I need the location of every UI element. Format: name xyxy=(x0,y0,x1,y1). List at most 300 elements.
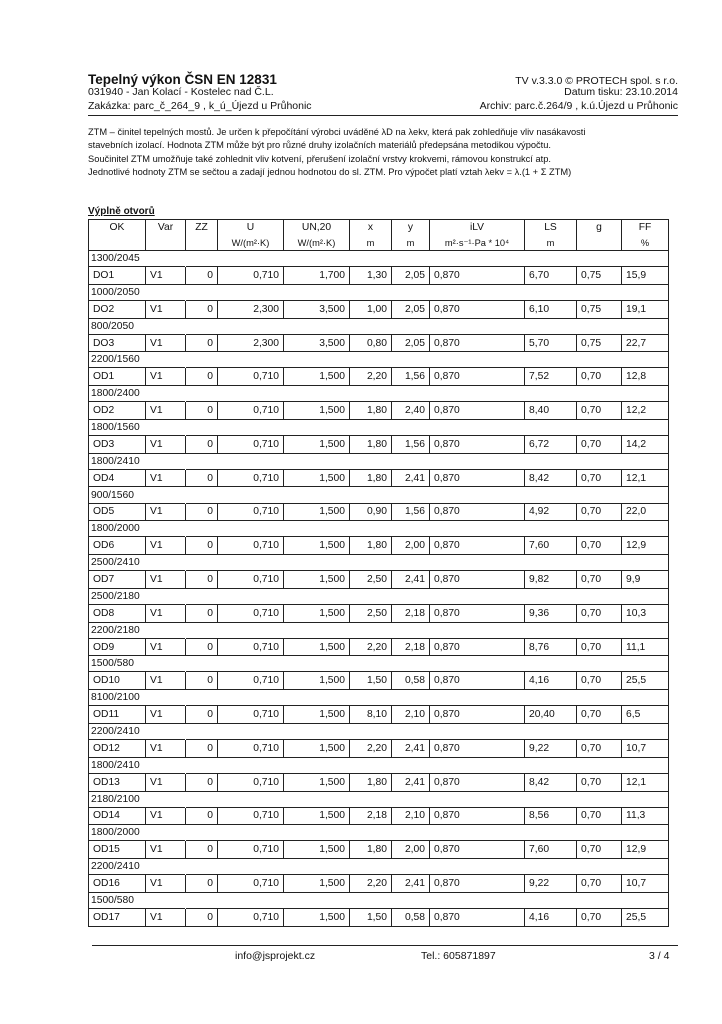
row-ff: 12,9 xyxy=(622,841,669,859)
row-ls: 4,16 xyxy=(525,672,577,690)
row-ff: 12,8 xyxy=(622,368,669,386)
row-ls: 6,70 xyxy=(525,267,577,285)
row-zz: 0 xyxy=(186,638,218,656)
unit-ff: % xyxy=(622,235,669,251)
table-row xyxy=(89,908,669,926)
row-g: 0,70 xyxy=(577,908,622,926)
opening-dimension: 2200/2180 xyxy=(89,622,186,638)
table-row xyxy=(89,571,669,589)
row-un20: 1,500 xyxy=(284,908,350,926)
row-ff: 11,1 xyxy=(622,638,669,656)
unit-x: m xyxy=(350,235,392,251)
row-y: 2,10 xyxy=(392,706,430,724)
row-zz: 0 xyxy=(186,571,218,589)
intro-line: stavebních izolací. Hodnota ZTM může být pro různé druhy izolačních materiálů předepsána metodikou výpočtu. xyxy=(88,140,552,151)
row-un20: 1,500 xyxy=(284,503,350,521)
row-ff: 9,9 xyxy=(622,571,669,589)
row-var: V1 xyxy=(146,672,186,690)
row-ff: 12,1 xyxy=(622,469,669,487)
unit-ok xyxy=(89,235,146,251)
row-un20: 1,500 xyxy=(284,672,350,690)
table-units-row xyxy=(89,235,669,251)
opening-dimension: 8100/2100 xyxy=(89,690,186,706)
row-ok: OD7 xyxy=(89,571,146,589)
row-g: 0,75 xyxy=(577,267,622,285)
unit-y: m xyxy=(392,235,430,251)
row-x: 2,18 xyxy=(350,807,392,825)
footer-page-number: 3 / 4 xyxy=(649,950,670,962)
opening-dimension: 2500/2180 xyxy=(89,588,186,604)
row-ls: 9,22 xyxy=(525,875,577,893)
opening-dimension: 2180/2100 xyxy=(89,791,186,807)
row-zz: 0 xyxy=(186,267,218,285)
row-y: 2,41 xyxy=(392,469,430,487)
col-header-ff: FF xyxy=(622,220,669,236)
opening-dimension: 2200/2410 xyxy=(89,723,186,739)
row-x: 2,50 xyxy=(350,571,392,589)
row-zz: 0 xyxy=(186,402,218,420)
row-g: 0,70 xyxy=(577,706,622,724)
row-y: 2,10 xyxy=(392,807,430,825)
row-u: 0,710 xyxy=(218,740,284,758)
row-un20: 1,500 xyxy=(284,368,350,386)
row-u: 0,710 xyxy=(218,537,284,555)
row-ilv: 0,870 xyxy=(430,368,525,386)
row-ilv: 0,870 xyxy=(430,706,525,724)
archive-info: Archiv: parc.č.264/9 , k.ú.Újezd u Průhonic xyxy=(479,100,678,112)
row-y: 1,56 xyxy=(392,436,430,454)
row-ok: OD12 xyxy=(89,740,146,758)
row-u: 0,710 xyxy=(218,604,284,622)
opening-dimension: 2200/2410 xyxy=(89,859,186,875)
row-g: 0,70 xyxy=(577,436,622,454)
footer-email: info@jsprojekt.cz xyxy=(235,950,316,962)
row-ff: 6,5 xyxy=(622,706,669,724)
row-ok: OD10 xyxy=(89,672,146,690)
row-ls: 4,92 xyxy=(525,503,577,521)
table-row xyxy=(89,807,669,825)
table-row-dimension xyxy=(89,419,669,435)
row-ls: 8,76 xyxy=(525,638,577,656)
row-un20: 1,500 xyxy=(284,638,350,656)
document-title: Tepelný výkon ČSN EN 12831 xyxy=(88,72,277,87)
row-ls: 6,10 xyxy=(525,300,577,318)
row-u: 0,710 xyxy=(218,436,284,454)
software-version: TV v.3.3.0 © PROTECH spol. s r.o. xyxy=(515,75,678,87)
row-ls: 8,42 xyxy=(525,469,577,487)
row-g: 0,70 xyxy=(577,604,622,622)
row-ok: DO1 xyxy=(89,267,146,285)
row-g: 0,70 xyxy=(577,503,622,521)
row-g: 0,75 xyxy=(577,300,622,318)
page-header xyxy=(88,72,678,114)
table-row-dimension xyxy=(89,588,669,604)
row-x: 1,80 xyxy=(350,469,392,487)
unit-g xyxy=(577,235,622,251)
table-row xyxy=(89,773,669,791)
row-g: 0,70 xyxy=(577,537,622,555)
opening-dimension: 1800/2410 xyxy=(89,453,186,469)
table-body xyxy=(89,251,669,927)
table-row xyxy=(89,638,669,656)
col-header-un20: UN,20 xyxy=(284,220,350,236)
row-ok: OD17 xyxy=(89,908,146,926)
row-x: 0,80 xyxy=(350,334,392,352)
row-ls: 7,52 xyxy=(525,368,577,386)
row-un20: 1,500 xyxy=(284,841,350,859)
row-ff: 12,1 xyxy=(622,773,669,791)
row-y: 2,18 xyxy=(392,638,430,656)
row-ilv: 0,870 xyxy=(430,503,525,521)
row-ok: OD5 xyxy=(89,503,146,521)
table-row-dimension xyxy=(89,892,669,908)
row-un20: 1,500 xyxy=(284,706,350,724)
row-un20: 1,500 xyxy=(284,402,350,420)
row-ls: 4,16 xyxy=(525,908,577,926)
row-ilv: 0,870 xyxy=(430,638,525,656)
table-row xyxy=(89,436,669,454)
row-ok: DO2 xyxy=(89,300,146,318)
row-ok: OD11 xyxy=(89,706,146,724)
row-u: 0,710 xyxy=(218,503,284,521)
row-ok: OD13 xyxy=(89,773,146,791)
opening-dimension: 1800/1560 xyxy=(89,419,186,435)
intro-line: Součinitel ZTM umožňuje také zohlednit vliv kotvení, přerušení izolační vrstvy krokvemi, rámovou konstrukcí atp. xyxy=(88,153,551,164)
opening-dimension: 2500/2410 xyxy=(89,555,186,571)
opening-dimension: 900/1560 xyxy=(89,487,186,503)
unit-var xyxy=(146,235,186,251)
unit-ilv: m²·s⁻¹·Pa * 10⁴ xyxy=(430,235,525,251)
row-x: 1,00 xyxy=(350,300,392,318)
table-row-dimension xyxy=(89,791,669,807)
row-ls: 5,70 xyxy=(525,334,577,352)
row-un20: 1,500 xyxy=(284,773,350,791)
row-zz: 0 xyxy=(186,604,218,622)
row-var: V1 xyxy=(146,503,186,521)
opening-dimension: 1800/2410 xyxy=(89,757,186,773)
row-x: 1,50 xyxy=(350,908,392,926)
row-ls: 8,56 xyxy=(525,807,577,825)
row-var: V1 xyxy=(146,604,186,622)
table-row-dimension xyxy=(89,690,669,706)
row-var: V1 xyxy=(146,469,186,487)
row-zz: 0 xyxy=(186,503,218,521)
row-u: 0,710 xyxy=(218,402,284,420)
row-ff: 15,9 xyxy=(622,267,669,285)
row-x: 1,80 xyxy=(350,436,392,454)
row-y: 0,58 xyxy=(392,908,430,926)
row-x: 2,20 xyxy=(350,368,392,386)
row-y: 2,41 xyxy=(392,571,430,589)
print-date: Datum tisku: 23.10.2014 xyxy=(564,86,678,98)
opening-dimension: 1500/580 xyxy=(89,892,186,908)
opening-dimension: 1800/2000 xyxy=(89,521,186,537)
row-ilv: 0,870 xyxy=(430,267,525,285)
row-u: 0,710 xyxy=(218,908,284,926)
order-info: Zakázka: parc_č_264_9 , k_ú_Újezd u Průhonic xyxy=(88,100,312,112)
table-row xyxy=(89,740,669,758)
intro-line: Jednotlivé hodnoty ZTM se sečtou a zadají jednou hodnotou do sl. ZTM. Pro výpočet platí vztah λekv = λ.(1 + Σ ZTM) xyxy=(88,167,572,178)
row-u: 0,710 xyxy=(218,571,284,589)
row-ok: DO3 xyxy=(89,334,146,352)
table-row-dimension xyxy=(89,723,669,739)
row-x: 2,20 xyxy=(350,638,392,656)
row-u: 0,710 xyxy=(218,267,284,285)
table-row-dimension xyxy=(89,521,669,537)
table-row xyxy=(89,841,669,859)
row-x: 1,80 xyxy=(350,537,392,555)
table-header-row xyxy=(89,220,669,236)
row-ok: OD1 xyxy=(89,368,146,386)
row-zz: 0 xyxy=(186,740,218,758)
row-ok: OD8 xyxy=(89,604,146,622)
row-y: 2,40 xyxy=(392,402,430,420)
col-header-var: Var xyxy=(146,220,186,236)
row-x: 1,30 xyxy=(350,267,392,285)
row-u: 0,710 xyxy=(218,469,284,487)
row-y: 2,41 xyxy=(392,740,430,758)
row-ls: 7,60 xyxy=(525,841,577,859)
row-g: 0,70 xyxy=(577,402,622,420)
row-y: 2,05 xyxy=(392,334,430,352)
row-zz: 0 xyxy=(186,300,218,318)
row-var: V1 xyxy=(146,334,186,352)
row-var: V1 xyxy=(146,402,186,420)
col-header-x: x xyxy=(350,220,392,236)
unit-ls: m xyxy=(525,235,577,251)
row-zz: 0 xyxy=(186,706,218,724)
row-y: 0,58 xyxy=(392,672,430,690)
row-ilv: 0,870 xyxy=(430,436,525,454)
row-var: V1 xyxy=(146,908,186,926)
row-x: 2,20 xyxy=(350,740,392,758)
row-un20: 1,500 xyxy=(284,807,350,825)
table-row xyxy=(89,402,669,420)
row-un20: 1,500 xyxy=(284,436,350,454)
row-x: 1,50 xyxy=(350,672,392,690)
col-header-ok: OK xyxy=(89,220,146,236)
row-u: 0,710 xyxy=(218,841,284,859)
row-u: 2,300 xyxy=(218,300,284,318)
row-ok: OD16 xyxy=(89,875,146,893)
row-u: 2,300 xyxy=(218,334,284,352)
footer-divider xyxy=(92,945,678,946)
row-u: 0,710 xyxy=(218,672,284,690)
table-row-dimension xyxy=(89,757,669,773)
opening-dimension: 1300/2045 xyxy=(89,251,186,267)
table-row xyxy=(89,706,669,724)
opening-dimension: 1800/2000 xyxy=(89,825,186,841)
intro-text xyxy=(88,126,678,180)
row-g: 0,70 xyxy=(577,672,622,690)
row-var: V1 xyxy=(146,740,186,758)
row-un20: 3,500 xyxy=(284,300,350,318)
table-row xyxy=(89,267,669,285)
row-x: 2,50 xyxy=(350,604,392,622)
row-un20: 1,500 xyxy=(284,571,350,589)
row-zz: 0 xyxy=(186,875,218,893)
row-y: 2,00 xyxy=(392,841,430,859)
row-ilv: 0,870 xyxy=(430,875,525,893)
table-row xyxy=(89,469,669,487)
opening-dimension: 1800/2400 xyxy=(89,386,186,402)
footer-phone: Tel.: 605871897 xyxy=(421,950,496,962)
row-un20: 1,700 xyxy=(284,267,350,285)
col-header-zz: ZZ xyxy=(186,220,218,236)
table-row-dimension xyxy=(89,352,669,368)
table-row-dimension xyxy=(89,284,669,300)
table-row-dimension xyxy=(89,453,669,469)
row-var: V1 xyxy=(146,638,186,656)
table-row-dimension xyxy=(89,622,669,638)
row-y: 2,41 xyxy=(392,773,430,791)
table-row-dimension xyxy=(89,386,669,402)
row-x: 2,20 xyxy=(350,875,392,893)
row-var: V1 xyxy=(146,571,186,589)
row-ls: 8,40 xyxy=(525,402,577,420)
row-un20: 1,500 xyxy=(284,537,350,555)
row-var: V1 xyxy=(146,267,186,285)
section-title: Výplně otvorů xyxy=(88,206,155,217)
col-header-y: y xyxy=(392,220,430,236)
row-un20: 1,500 xyxy=(284,740,350,758)
row-zz: 0 xyxy=(186,841,218,859)
row-y: 1,56 xyxy=(392,503,430,521)
row-u: 0,710 xyxy=(218,773,284,791)
table-row xyxy=(89,503,669,521)
row-ls: 8,42 xyxy=(525,773,577,791)
row-ff: 14,2 xyxy=(622,436,669,454)
table-row-dimension xyxy=(89,487,669,503)
row-ilv: 0,870 xyxy=(430,300,525,318)
col-header-g: g xyxy=(577,220,622,236)
row-ff: 10,7 xyxy=(622,740,669,758)
intro-line: ZTM – činitel tepelných mostů. Je určen k přepočítání výrobci uváděné λD na λekv, která pak zohledňuje vliv nasákavosti xyxy=(88,127,586,137)
row-ilv: 0,870 xyxy=(430,402,525,420)
col-header-u: U xyxy=(218,220,284,236)
row-g: 0,70 xyxy=(577,875,622,893)
row-ff: 12,2 xyxy=(622,402,669,420)
table-row xyxy=(89,334,669,352)
table-row xyxy=(89,537,669,555)
row-ilv: 0,870 xyxy=(430,469,525,487)
row-zz: 0 xyxy=(186,436,218,454)
row-un20: 1,500 xyxy=(284,875,350,893)
row-ls: 7,60 xyxy=(525,537,577,555)
opening-dimension: 800/2050 xyxy=(89,318,186,334)
row-zz: 0 xyxy=(186,908,218,926)
row-u: 0,710 xyxy=(218,807,284,825)
row-var: V1 xyxy=(146,807,186,825)
row-ilv: 0,870 xyxy=(430,841,525,859)
row-y: 1,56 xyxy=(392,368,430,386)
row-var: V1 xyxy=(146,841,186,859)
table-row xyxy=(89,300,669,318)
row-zz: 0 xyxy=(186,469,218,487)
row-x: 1,80 xyxy=(350,402,392,420)
table-row xyxy=(89,368,669,386)
row-ok: OD6 xyxy=(89,537,146,555)
row-g: 0,70 xyxy=(577,807,622,825)
row-ilv: 0,870 xyxy=(430,672,525,690)
row-zz: 0 xyxy=(186,334,218,352)
row-ilv: 0,870 xyxy=(430,334,525,352)
row-ilv: 0,870 xyxy=(430,908,525,926)
opening-dimension: 1500/580 xyxy=(89,656,186,672)
row-var: V1 xyxy=(146,300,186,318)
row-u: 0,710 xyxy=(218,368,284,386)
row-ilv: 0,870 xyxy=(430,604,525,622)
row-zz: 0 xyxy=(186,773,218,791)
client-info: 031940 - Jan Kolací - Kostelec nad Č.L. xyxy=(88,86,274,98)
row-ok: OD3 xyxy=(89,436,146,454)
row-x: 0,90 xyxy=(350,503,392,521)
row-ls: 9,82 xyxy=(525,571,577,589)
row-ok: OD14 xyxy=(89,807,146,825)
col-header-ilv: iLV xyxy=(430,220,525,236)
opening-dimension: 1000/2050 xyxy=(89,284,186,300)
row-ff: 10,3 xyxy=(622,604,669,622)
row-g: 0,75 xyxy=(577,334,622,352)
unit-u: W/(m²·K) xyxy=(218,235,284,251)
table-row xyxy=(89,672,669,690)
table-row xyxy=(89,604,669,622)
row-g: 0,70 xyxy=(577,773,622,791)
row-y: 2,18 xyxy=(392,604,430,622)
row-ff: 11,3 xyxy=(622,807,669,825)
row-x: 1,80 xyxy=(350,841,392,859)
table-row-dimension xyxy=(89,318,669,334)
row-zz: 0 xyxy=(186,672,218,690)
row-u: 0,710 xyxy=(218,706,284,724)
row-g: 0,70 xyxy=(577,469,622,487)
row-u: 0,710 xyxy=(218,875,284,893)
row-ff: 22,7 xyxy=(622,334,669,352)
row-y: 2,05 xyxy=(392,300,430,318)
row-y: 2,41 xyxy=(392,875,430,893)
row-un20: 3,500 xyxy=(284,334,350,352)
row-g: 0,70 xyxy=(577,841,622,859)
row-y: 2,05 xyxy=(392,267,430,285)
row-g: 0,70 xyxy=(577,368,622,386)
row-g: 0,70 xyxy=(577,571,622,589)
opening-dimension: 2200/1560 xyxy=(89,352,186,368)
row-ls: 6,72 xyxy=(525,436,577,454)
openings-table xyxy=(88,219,669,927)
table-row-dimension xyxy=(89,825,669,841)
table-row-dimension xyxy=(89,656,669,672)
row-g: 0,70 xyxy=(577,740,622,758)
row-ff: 19,1 xyxy=(622,300,669,318)
row-ilv: 0,870 xyxy=(430,807,525,825)
row-ok: OD4 xyxy=(89,469,146,487)
row-ilv: 0,870 xyxy=(430,537,525,555)
row-var: V1 xyxy=(146,537,186,555)
row-ff: 10,7 xyxy=(622,875,669,893)
row-ls: 9,36 xyxy=(525,604,577,622)
row-var: V1 xyxy=(146,368,186,386)
row-ff: 22,0 xyxy=(622,503,669,521)
row-var: V1 xyxy=(146,706,186,724)
row-ilv: 0,870 xyxy=(430,571,525,589)
row-ff: 12,9 xyxy=(622,537,669,555)
row-ls: 9,22 xyxy=(525,740,577,758)
row-u: 0,710 xyxy=(218,638,284,656)
table-row xyxy=(89,875,669,893)
col-header-ls: LS xyxy=(525,220,577,236)
row-ff: 25,5 xyxy=(622,908,669,926)
row-un20: 1,500 xyxy=(284,469,350,487)
